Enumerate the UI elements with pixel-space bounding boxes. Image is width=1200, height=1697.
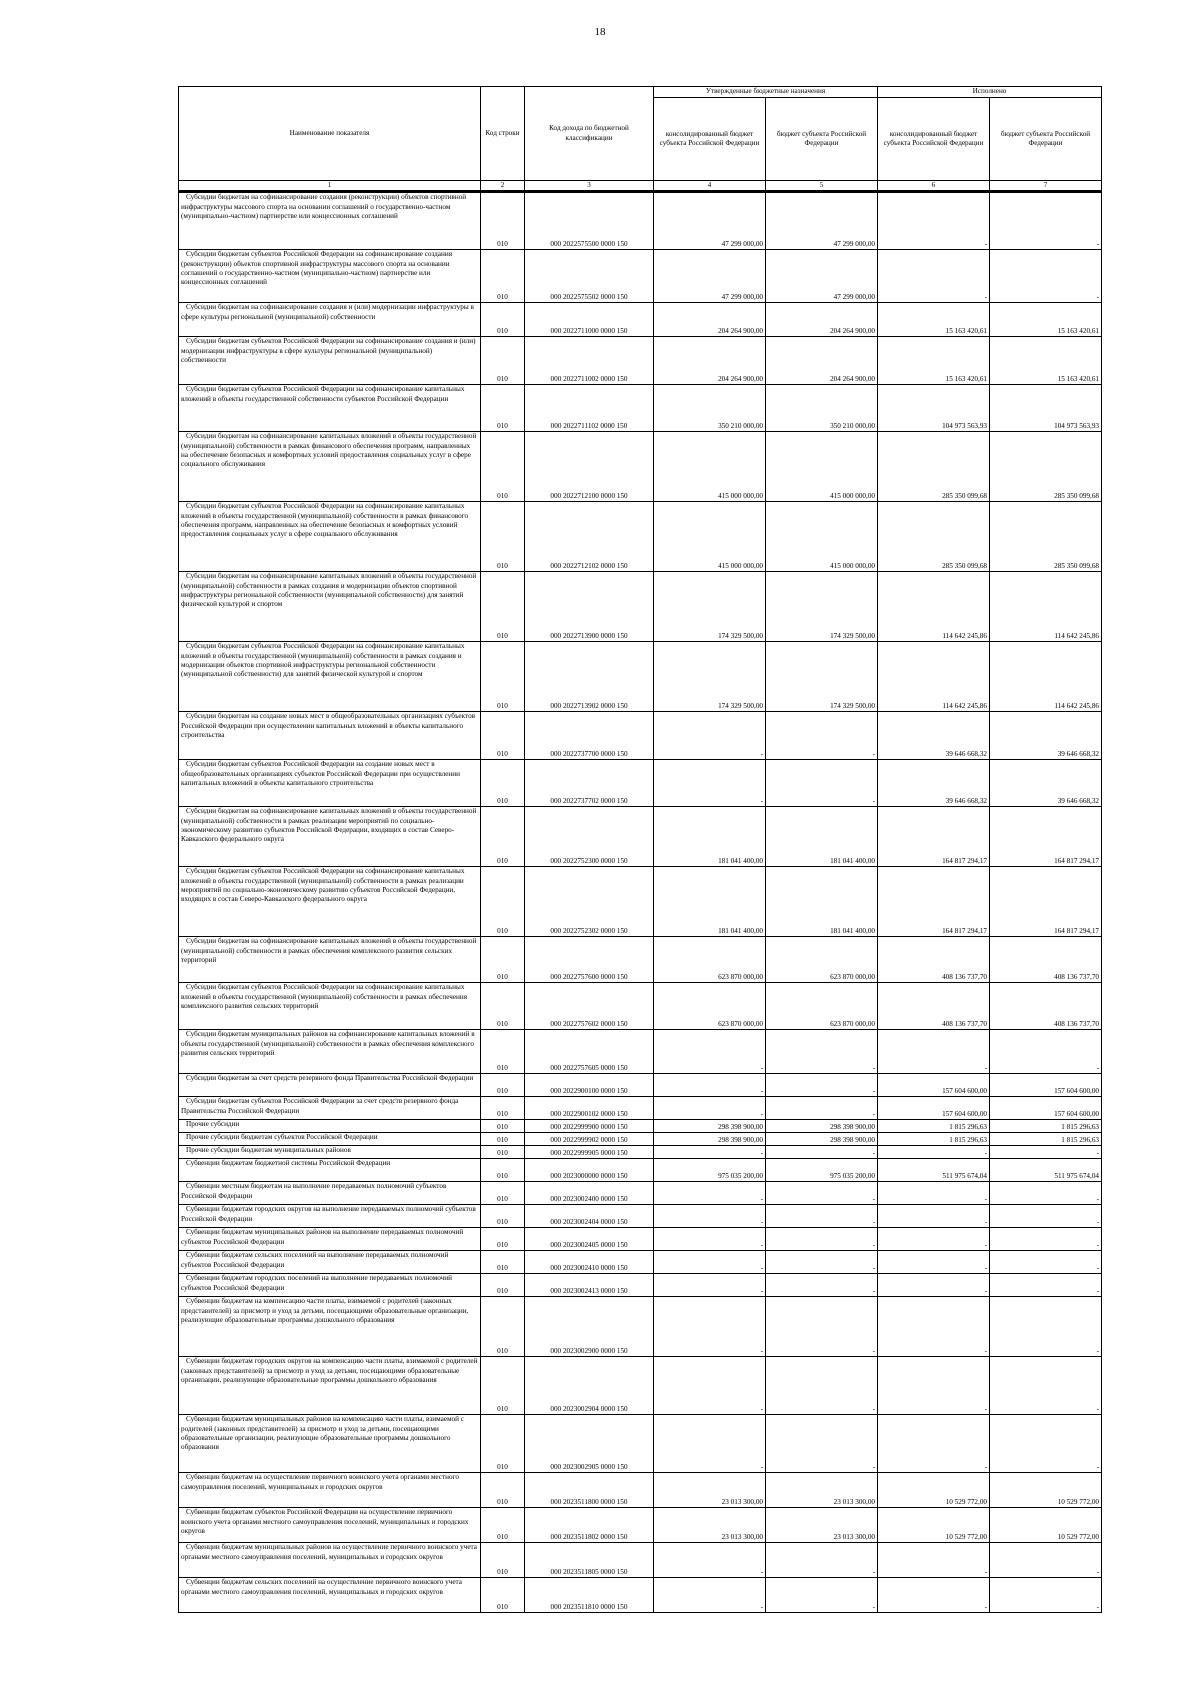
row-approved-subject: - xyxy=(766,1251,878,1274)
row-income-code: 000 2023511810 0000 150 xyxy=(525,1578,654,1613)
row-executed-subject: - xyxy=(990,1274,1102,1297)
row-executed-consolidated: - xyxy=(878,1297,990,1357)
row-name: Субсидии бюджетам субъектов Российской Федерации на софинансирование создания и (или) модернизации инфраструктуры в сфере культуры региональной (муниципальной) собственности xyxy=(179,337,481,385)
row-line-code: 010 xyxy=(481,937,525,983)
row-executed-consolidated: 511 975 674,04 xyxy=(878,1159,990,1182)
row-income-code: 000 2023002413 0000 150 xyxy=(525,1274,654,1297)
row-executed-consolidated: 39 646 668,32 xyxy=(878,712,990,760)
row-approved-subject: - xyxy=(766,1274,878,1297)
row-executed-subject: - xyxy=(990,1146,1102,1159)
row-income-code: 000 2022752300 0000 150 xyxy=(525,807,654,867)
row-name: Субвенции местным бюджетам на выполнение передаваемых полномочий субъектов Российской Федерации xyxy=(179,1182,481,1205)
row-executed-subject: - xyxy=(990,1228,1102,1251)
table-row xyxy=(179,385,1102,432)
row-executed-subject: 164 817 294,17 xyxy=(990,807,1102,867)
row-line-code: 010 xyxy=(481,1074,525,1097)
table-row xyxy=(179,937,1102,983)
row-line-code: 010 xyxy=(481,337,525,385)
row-executed-subject: 10 529 772,00 xyxy=(990,1473,1102,1508)
row-line-code: 010 xyxy=(481,1228,525,1251)
row-name: Субвенции бюджетам городских поселений на выполнение передаваемых полномочий субъектов Российской Федерации xyxy=(179,1274,481,1297)
row-approved-subject: - xyxy=(766,760,878,807)
header-subject-exec: бюджет субъекта Российской Федерации xyxy=(990,98,1102,181)
row-income-code: 000 2023002904 0000 150 xyxy=(525,1357,654,1415)
row-approved-consolidated: 23 013 300,00 xyxy=(654,1473,766,1508)
row-income-code: 000 2023511805 0000 150 xyxy=(525,1543,654,1578)
row-line-code: 010 xyxy=(481,1297,525,1357)
row-income-code: 000 2023002900 0000 150 xyxy=(525,1297,654,1357)
header-income-code: Код дохода по бюджетной классификации xyxy=(525,87,654,181)
row-name: Субсидии бюджетам субъектов Российской Федерации на софинансирование капитальных вложений в объекты государственной (муниципальной) собственности в рамках реализации мероприятий по социально-экономическому развитию субъектов Российской Федерации, входящих в состав Северо-Кавказского федерального округа xyxy=(179,867,481,937)
column-number: 3 xyxy=(525,181,654,192)
row-name: Субсидии бюджетам на софинансирование создания (реконструкции) объектов спортивной инфраструктуры массового спорта на основании соглашений о государственно-частном (муниципально-частном) партнерстве или концессионных соглашений xyxy=(179,192,481,250)
row-income-code: 000 2022712100 0000 150 xyxy=(525,432,654,502)
row-executed-subject: - xyxy=(990,1578,1102,1613)
row-executed-consolidated: - xyxy=(878,1274,990,1297)
row-executed-subject: - xyxy=(990,1182,1102,1205)
row-executed-consolidated: - xyxy=(878,1205,990,1228)
row-income-code: 000 2022757605 0000 150 xyxy=(525,1030,654,1074)
column-number: 1 xyxy=(179,181,481,192)
row-executed-subject: 39 646 668,32 xyxy=(990,712,1102,760)
row-executed-subject: - xyxy=(990,1415,1102,1473)
row-line-code: 010 xyxy=(481,1251,525,1274)
table-row xyxy=(179,1508,1102,1543)
row-approved-consolidated: - xyxy=(654,1030,766,1074)
row-executed-consolidated: - xyxy=(878,1578,990,1613)
row-approved-consolidated: - xyxy=(654,1146,766,1159)
row-income-code: 000 2022900100 0000 150 xyxy=(525,1074,654,1097)
row-approved-consolidated: - xyxy=(654,1251,766,1274)
table-row xyxy=(179,1146,1102,1159)
row-approved-subject: - xyxy=(766,1297,878,1357)
row-name: Субсидии бюджетам субъектов Российской Федерации на софинансирование капитальных вложений в объекты государственной (муниципальной) собственности в рамках создания и модернизации объектов спортивной инфраструктуры региональной собственности (муниципальной собственности) для занятий физической культурой и спортом xyxy=(179,642,481,712)
row-approved-subject: 415 000 000,00 xyxy=(766,502,878,572)
row-line-code: 010 xyxy=(481,303,525,337)
row-income-code: 000 2022711102 0000 150 xyxy=(525,385,654,432)
row-approved-consolidated: - xyxy=(654,1274,766,1297)
row-name: Субсидии бюджетам муниципальных районов на софинансирование капитальных вложений в объекты государственной (муниципальной) собственности в рамках обеспечения комплексного развития сельских территорий xyxy=(179,1030,481,1074)
row-executed-consolidated: 157 604 600,00 xyxy=(878,1074,990,1097)
table-row xyxy=(179,1120,1102,1133)
row-name: Субвенции бюджетам на осуществление первичного воинского учета органами местного самоуправления поселений, муниципальных и городских округов xyxy=(179,1473,481,1508)
table-row xyxy=(179,1030,1102,1074)
row-approved-subject: - xyxy=(766,1228,878,1251)
row-line-code: 010 xyxy=(481,983,525,1030)
row-executed-consolidated: 408 136 737,70 xyxy=(878,937,990,983)
row-line-code: 010 xyxy=(481,1508,525,1543)
table-row xyxy=(179,432,1102,502)
row-executed-consolidated: 114 642 245,86 xyxy=(878,642,990,712)
table-row xyxy=(179,1415,1102,1473)
row-income-code: 000 2022757600 0000 150 xyxy=(525,937,654,983)
row-approved-subject: 298 398 900,00 xyxy=(766,1133,878,1146)
row-executed-consolidated: - xyxy=(878,1228,990,1251)
row-name: Субвенции бюджетам муниципальных районов на осуществление первичного воинского учета органами местного самоуправления поселений, муниципальных и городских округов xyxy=(179,1543,481,1578)
row-approved-consolidated: - xyxy=(654,1297,766,1357)
row-approved-subject: - xyxy=(766,1578,878,1613)
row-name: Субсидии бюджетам субъектов Российской Федерации на софинансирование капитальных вложений в объекты государственной (муниципальной) собственности в рамках обеспечения комплексного развития сельских территорий xyxy=(179,983,481,1030)
row-line-code: 010 xyxy=(481,1159,525,1182)
row-executed-consolidated: - xyxy=(878,1182,990,1205)
table-row xyxy=(179,250,1102,303)
row-line-code: 010 xyxy=(481,760,525,807)
table-row xyxy=(179,1159,1102,1182)
row-name: Субсидии бюджетам на создание новых мест в общеобразовательных организациях субъектов Российской Федерации при осуществлении капитальных вложений в объекты капитального строительства xyxy=(179,712,481,760)
header-consolidated: консолидированный бюджет субъекта Российской Федерации xyxy=(654,98,766,181)
row-executed-subject: 104 973 563,93 xyxy=(990,385,1102,432)
row-line-code: 010 xyxy=(481,1415,525,1473)
row-executed-consolidated: 104 973 563,93 xyxy=(878,385,990,432)
row-executed-subject: 157 604 600,00 xyxy=(990,1097,1102,1120)
row-approved-consolidated: 174 329 500,00 xyxy=(654,642,766,712)
table-row xyxy=(179,712,1102,760)
row-executed-consolidated: 10 529 772,00 xyxy=(878,1473,990,1508)
row-executed-consolidated: 164 817 294,17 xyxy=(878,867,990,937)
row-executed-consolidated: - xyxy=(878,1030,990,1074)
row-income-code: 000 2022999905 0000 150 xyxy=(525,1146,654,1159)
row-approved-subject: 47 299 000,00 xyxy=(766,192,878,250)
table-row xyxy=(179,502,1102,572)
row-executed-consolidated: - xyxy=(878,1415,990,1473)
header-consolidated-exec: консолидированный бюджет субъекта Российской Федерации xyxy=(878,98,990,181)
row-approved-consolidated: - xyxy=(654,1357,766,1415)
table-row xyxy=(179,1074,1102,1097)
row-executed-consolidated: 285 350 099,68 xyxy=(878,502,990,572)
row-income-code: 000 2022999900 0000 150 xyxy=(525,1120,654,1133)
table-row xyxy=(179,1205,1102,1228)
row-income-code: 000 2023511800 0000 150 xyxy=(525,1473,654,1508)
row-line-code: 010 xyxy=(481,1274,525,1297)
row-income-code: 000 2022737700 0000 150 xyxy=(525,712,654,760)
row-line-code: 010 xyxy=(481,385,525,432)
row-name: Прочие субсидии xyxy=(179,1120,481,1133)
row-approved-subject: 204 264 900,00 xyxy=(766,303,878,337)
row-executed-subject: 408 136 737,70 xyxy=(990,983,1102,1030)
row-executed-consolidated: - xyxy=(878,192,990,250)
column-number: 2 xyxy=(481,181,525,192)
row-approved-subject: 623 870 000,00 xyxy=(766,937,878,983)
row-name: Субвенции бюджетам муниципальных районов на выполнение передаваемых полномочий субъектов Российской Федерации xyxy=(179,1228,481,1251)
row-name: Субвенции бюджетам сельских поселений на осуществление первичного воинского учета органами местного самоуправления поселений, муниципальных и городских округов xyxy=(179,1578,481,1613)
table-row xyxy=(179,1357,1102,1415)
row-income-code: 000 2023002400 0000 150 xyxy=(525,1182,654,1205)
row-approved-consolidated: 975 035 200,00 xyxy=(654,1159,766,1182)
row-executed-subject: - xyxy=(990,192,1102,250)
row-approved-subject: 298 398 900,00 xyxy=(766,1120,878,1133)
row-executed-subject: 164 817 294,17 xyxy=(990,867,1102,937)
row-name: Субсидии бюджетам субъектов Российской Федерации на софинансирование создания (реконструкции) объектов спортивной инфраструктуры массового спорта на основании соглашений о государственно-частном (муниципально-частном) партнерстве или концессионных соглашений xyxy=(179,250,481,303)
row-executed-subject: - xyxy=(990,1205,1102,1228)
row-approved-consolidated: - xyxy=(654,1097,766,1120)
row-executed-consolidated: 157 604 600,00 xyxy=(878,1097,990,1120)
column-number: 5 xyxy=(766,181,878,192)
row-approved-consolidated: - xyxy=(654,1074,766,1097)
row-approved-subject: - xyxy=(766,1097,878,1120)
row-approved-consolidated: 204 264 900,00 xyxy=(654,303,766,337)
row-income-code: 000 2022575502 0000 150 xyxy=(525,250,654,303)
row-approved-consolidated: 181 041 400,00 xyxy=(654,807,766,867)
header-line-code: Код строки xyxy=(481,87,525,181)
row-approved-subject: 181 041 400,00 xyxy=(766,867,878,937)
row-approved-subject: - xyxy=(766,1543,878,1578)
row-approved-consolidated: 415 000 000,00 xyxy=(654,432,766,502)
row-approved-subject: - xyxy=(766,1146,878,1159)
row-executed-subject: 10 529 772,00 xyxy=(990,1508,1102,1543)
table-row xyxy=(179,1578,1102,1613)
row-approved-consolidated: 298 398 900,00 xyxy=(654,1133,766,1146)
row-name: Прочие субсидии бюджетам субъектов Российской Федерации xyxy=(179,1133,481,1146)
row-approved-consolidated: 181 041 400,00 xyxy=(654,867,766,937)
row-name: Субсидии бюджетам на софинансирование создания и (или) модернизации инфраструктуры в сфере культуры региональной (муниципальной) собственности xyxy=(179,303,481,337)
row-approved-consolidated: - xyxy=(654,1415,766,1473)
table-row xyxy=(179,760,1102,807)
row-name: Субсидии бюджетам за счет средств резервного фонда Правительства Российской Федерации xyxy=(179,1074,481,1097)
row-income-code: 000 2022737702 0000 150 xyxy=(525,760,654,807)
row-line-code: 010 xyxy=(481,1543,525,1578)
row-income-code: 000 2023511802 0000 150 xyxy=(525,1508,654,1543)
row-name: Субвенции бюджетам на компенсацию части платы, взимаемой с родителей (законных представителей) за присмотр и уход за детьми, посещающими образовательные организации, реализующие образовательные программы дошкольного образования xyxy=(179,1297,481,1357)
row-approved-consolidated: - xyxy=(654,760,766,807)
row-executed-consolidated: 408 136 737,70 xyxy=(878,983,990,1030)
row-approved-consolidated: 23 013 300,00 xyxy=(654,1508,766,1543)
table-row xyxy=(179,1133,1102,1146)
row-executed-consolidated: 1 815 296,63 xyxy=(878,1120,990,1133)
row-approved-subject: - xyxy=(766,1030,878,1074)
row-line-code: 010 xyxy=(481,1146,525,1159)
row-income-code: 000 2022752302 0000 150 xyxy=(525,867,654,937)
row-executed-consolidated: 114 642 245,86 xyxy=(878,572,990,642)
row-approved-consolidated: 204 264 900,00 xyxy=(654,337,766,385)
row-name: Субсидии бюджетам на софинансирование капитальных вложений в объекты государственной (муниципальной) собственности в рамках реализации мероприятий по социально-экономическому развитию субъектов Российской Федерации, входящих в состав Северо-Кавказского федерального округа xyxy=(179,807,481,867)
row-executed-consolidated: 15 163 420,61 xyxy=(878,337,990,385)
row-approved-subject: 623 870 000,00 xyxy=(766,983,878,1030)
row-name: Субсидии бюджетам субъектов Российской Федерации на создание новых мест в общеобразовательных организациях субъектов Российской Федерации при осуществлении капитальных вложений в объекты капитального строительства xyxy=(179,760,481,807)
row-approved-subject: 350 210 000,00 xyxy=(766,385,878,432)
row-income-code: 000 2022757602 0000 150 xyxy=(525,983,654,1030)
row-executed-consolidated: - xyxy=(878,1251,990,1274)
row-executed-subject: 408 136 737,70 xyxy=(990,937,1102,983)
table-row xyxy=(179,807,1102,867)
row-executed-subject: 1 815 296,63 xyxy=(990,1120,1102,1133)
row-executed-subject: 15 163 420,61 xyxy=(990,337,1102,385)
row-name: Субвенции бюджетам сельских поселений на выполнение передаваемых полномочий субъектов Российской Федерации xyxy=(179,1251,481,1274)
table-row xyxy=(179,1182,1102,1205)
row-income-code: 000 2022712102 0000 150 xyxy=(525,502,654,572)
row-name: Субсидии бюджетам на софинансирование капитальных вложений в объекты государственной (муниципальной) собственности в рамках создания и модернизации объектов спортивной инфраструктуры региональной собственности (муниципальной собственности) для занятий физической культурой и спортом xyxy=(179,572,481,642)
row-executed-subject: 114 642 245,86 xyxy=(990,572,1102,642)
row-name: Субсидии бюджетам субъектов Российской Федерации на софинансирование капитальных вложений в объекты государственной (муниципальной) собственности в рамках финансового обеспечения программ, направленных на обеспечение безопасных и комфортных условий предоставления социальных услуг в сфере социального обслуживания xyxy=(179,502,481,572)
row-approved-consolidated: 623 870 000,00 xyxy=(654,937,766,983)
row-approved-consolidated: 47 299 000,00 xyxy=(654,192,766,250)
row-income-code: 000 2022575500 0000 150 xyxy=(525,192,654,250)
row-approved-subject: 23 013 300,00 xyxy=(766,1508,878,1543)
row-line-code: 010 xyxy=(481,502,525,572)
row-executed-subject: - xyxy=(990,1030,1102,1074)
row-executed-consolidated: 1 815 296,63 xyxy=(878,1133,990,1146)
table-row xyxy=(179,867,1102,937)
row-executed-subject: 157 604 600,00 xyxy=(990,1074,1102,1097)
row-name: Субвенции бюджетам бюджетной системы Российской Федерации xyxy=(179,1159,481,1182)
table-row xyxy=(179,1251,1102,1274)
row-approved-subject: - xyxy=(766,1357,878,1415)
row-income-code: 000 2022999902 0000 150 xyxy=(525,1133,654,1146)
row-line-code: 010 xyxy=(481,1578,525,1613)
row-line-code: 010 xyxy=(481,642,525,712)
row-line-code: 010 xyxy=(481,1182,525,1205)
row-name: Прочие субсидии бюджетам муниципальных районов xyxy=(179,1146,481,1159)
row-approved-consolidated: 47 299 000,00 xyxy=(654,250,766,303)
row-approved-consolidated: 623 870 000,00 xyxy=(654,983,766,1030)
table-row xyxy=(179,192,1102,250)
table-row xyxy=(179,1097,1102,1120)
row-approved-consolidated: - xyxy=(654,1543,766,1578)
row-approved-subject: - xyxy=(766,1205,878,1228)
column-number: 6 xyxy=(878,181,990,192)
row-executed-consolidated: 15 163 420,61 xyxy=(878,303,990,337)
row-executed-subject: 1 815 296,63 xyxy=(990,1133,1102,1146)
row-approved-consolidated: - xyxy=(654,1578,766,1613)
row-executed-subject: - xyxy=(990,1251,1102,1274)
row-executed-consolidated: 10 529 772,00 xyxy=(878,1508,990,1543)
row-approved-subject: 174 329 500,00 xyxy=(766,572,878,642)
column-number: 4 xyxy=(654,181,766,192)
row-approved-consolidated: 415 000 000,00 xyxy=(654,502,766,572)
row-income-code: 000 2022713902 0000 150 xyxy=(525,642,654,712)
table-row xyxy=(179,1473,1102,1508)
row-line-code: 010 xyxy=(481,192,525,250)
row-name: Субвенции бюджетам субъектов Российской Федерации на осуществление первичного воинского учета органами местного самоуправления поселений, муниципальных и городских округов xyxy=(179,1508,481,1543)
row-approved-consolidated: - xyxy=(654,1228,766,1251)
row-line-code: 010 xyxy=(481,1097,525,1120)
row-name: Субсидии бюджетам субъектов Российской Федерации на софинансирование капитальных вложений в объекты государственной собственности субъектов Российской Федерации xyxy=(179,385,481,432)
row-line-code: 010 xyxy=(481,712,525,760)
row-income-code: 000 2023002905 0000 150 xyxy=(525,1415,654,1473)
row-name: Субсидии бюджетам на софинансирование капитальных вложений в объекты государственной (муниципальной) собственности в рамках финансового обеспечения программ, направленных на обеспечение безопасных и комфортных условий предоставления социальных услуг в сфере социального обслуживания xyxy=(179,432,481,502)
budget-report-table xyxy=(178,86,1102,1613)
row-name: Субсидии бюджетам субъектов Российской Федерации за счет средств резервного фонда Правительства Российской Федерации xyxy=(179,1097,481,1120)
row-executed-subject: - xyxy=(990,1357,1102,1415)
table-row xyxy=(179,303,1102,337)
row-line-code: 010 xyxy=(481,1030,525,1074)
row-executed-consolidated: - xyxy=(878,250,990,303)
row-executed-consolidated: 285 350 099,68 xyxy=(878,432,990,502)
row-name: Субсидии бюджетам на софинансирование капитальных вложений в объекты государственной (муниципальной) собственности в рамках обеспечения комплексного развития сельских территорий xyxy=(179,937,481,983)
row-line-code: 010 xyxy=(481,1133,525,1146)
table-row xyxy=(179,337,1102,385)
table-row xyxy=(179,1274,1102,1297)
row-approved-subject: 415 000 000,00 xyxy=(766,432,878,502)
row-approved-subject: - xyxy=(766,1074,878,1097)
table-row xyxy=(179,983,1102,1030)
table-row xyxy=(179,1228,1102,1251)
row-executed-subject: 114 642 245,86 xyxy=(990,642,1102,712)
table-row xyxy=(179,1297,1102,1357)
row-line-code: 010 xyxy=(481,250,525,303)
row-line-code: 010 xyxy=(481,1357,525,1415)
row-executed-subject: - xyxy=(990,250,1102,303)
table-row xyxy=(179,572,1102,642)
row-executed-consolidated: - xyxy=(878,1146,990,1159)
row-executed-consolidated: 39 646 668,32 xyxy=(878,760,990,807)
row-approved-subject: 23 013 300,00 xyxy=(766,1473,878,1508)
row-executed-subject: 285 350 099,68 xyxy=(990,432,1102,502)
row-approved-subject: - xyxy=(766,1182,878,1205)
row-approved-subject: 174 329 500,00 xyxy=(766,642,878,712)
row-name: Субвенции бюджетам городских округов на выполнение передаваемых полномочий субъектов Российской Федерации xyxy=(179,1205,481,1228)
row-approved-consolidated: - xyxy=(654,712,766,760)
row-executed-subject: 39 646 668,32 xyxy=(990,760,1102,807)
row-approved-consolidated: 298 398 900,00 xyxy=(654,1120,766,1133)
row-executed-consolidated: - xyxy=(878,1543,990,1578)
row-line-code: 010 xyxy=(481,432,525,502)
row-executed-subject: - xyxy=(990,1297,1102,1357)
row-line-code: 010 xyxy=(481,867,525,937)
row-line-code: 010 xyxy=(481,807,525,867)
row-name: Субвенции бюджетам городских округов на компенсацию части платы, взимаемой с родителей (законных представителей) за присмотр и уход за детьми, посещающими образовательные организации, реализующие образовательные программы дошкольного образования xyxy=(179,1357,481,1415)
row-line-code: 010 xyxy=(481,572,525,642)
row-approved-consolidated: - xyxy=(654,1182,766,1205)
header-executed-group: Исполнено xyxy=(878,87,1102,98)
table-row xyxy=(179,1543,1102,1578)
row-income-code: 000 2022713900 0000 150 xyxy=(525,572,654,642)
column-number: 7 xyxy=(990,181,1102,192)
page-number: 18 xyxy=(594,26,606,38)
row-line-code: 010 xyxy=(481,1120,525,1133)
row-income-code: 000 2023002405 0000 150 xyxy=(525,1228,654,1251)
row-income-code: 000 2022711002 0000 150 xyxy=(525,337,654,385)
row-line-code: 010 xyxy=(481,1205,525,1228)
row-name: Субвенции бюджетам муниципальных районов на компенсацию части платы, взимаемой с родителей (законных представителей) за присмотр и уход за детьми, посещающими образовательные организации, реализующие образовательные программы дошкольного образования xyxy=(179,1415,481,1473)
table-row xyxy=(179,642,1102,712)
row-income-code: 000 2023002410 0000 150 xyxy=(525,1251,654,1274)
row-approved-subject: 47 299 000,00 xyxy=(766,250,878,303)
row-approved-subject: - xyxy=(766,1415,878,1473)
row-approved-consolidated: 174 329 500,00 xyxy=(654,572,766,642)
row-income-code: 000 2022711000 0000 150 xyxy=(525,303,654,337)
row-executed-subject: - xyxy=(990,1543,1102,1578)
row-executed-subject: 285 350 099,68 xyxy=(990,502,1102,572)
row-approved-subject: 204 264 900,00 xyxy=(766,337,878,385)
row-approved-subject: 181 041 400,00 xyxy=(766,807,878,867)
row-line-code: 010 xyxy=(481,1473,525,1508)
row-income-code: 000 2023002404 0000 150 xyxy=(525,1205,654,1228)
row-executed-consolidated: - xyxy=(878,1357,990,1415)
row-executed-subject: 511 975 674,04 xyxy=(990,1159,1102,1182)
header-approved-group: Утвержденные бюджетные назначения xyxy=(654,87,878,98)
header-subject: бюджет субъекта Российской Федерации xyxy=(766,98,878,181)
row-approved-subject: 975 035 200,00 xyxy=(766,1159,878,1182)
row-executed-consolidated: 164 817 294,17 xyxy=(878,807,990,867)
row-income-code: 000 2022900102 0000 150 xyxy=(525,1097,654,1120)
row-approved-consolidated: 350 210 000,00 xyxy=(654,385,766,432)
row-income-code: 000 2023000000 0000 150 xyxy=(525,1159,654,1182)
row-approved-subject: - xyxy=(766,712,878,760)
row-approved-consolidated: - xyxy=(654,1205,766,1228)
row-executed-subject: 15 163 420,61 xyxy=(990,303,1102,337)
header-name: Наименование показателя xyxy=(179,87,481,181)
